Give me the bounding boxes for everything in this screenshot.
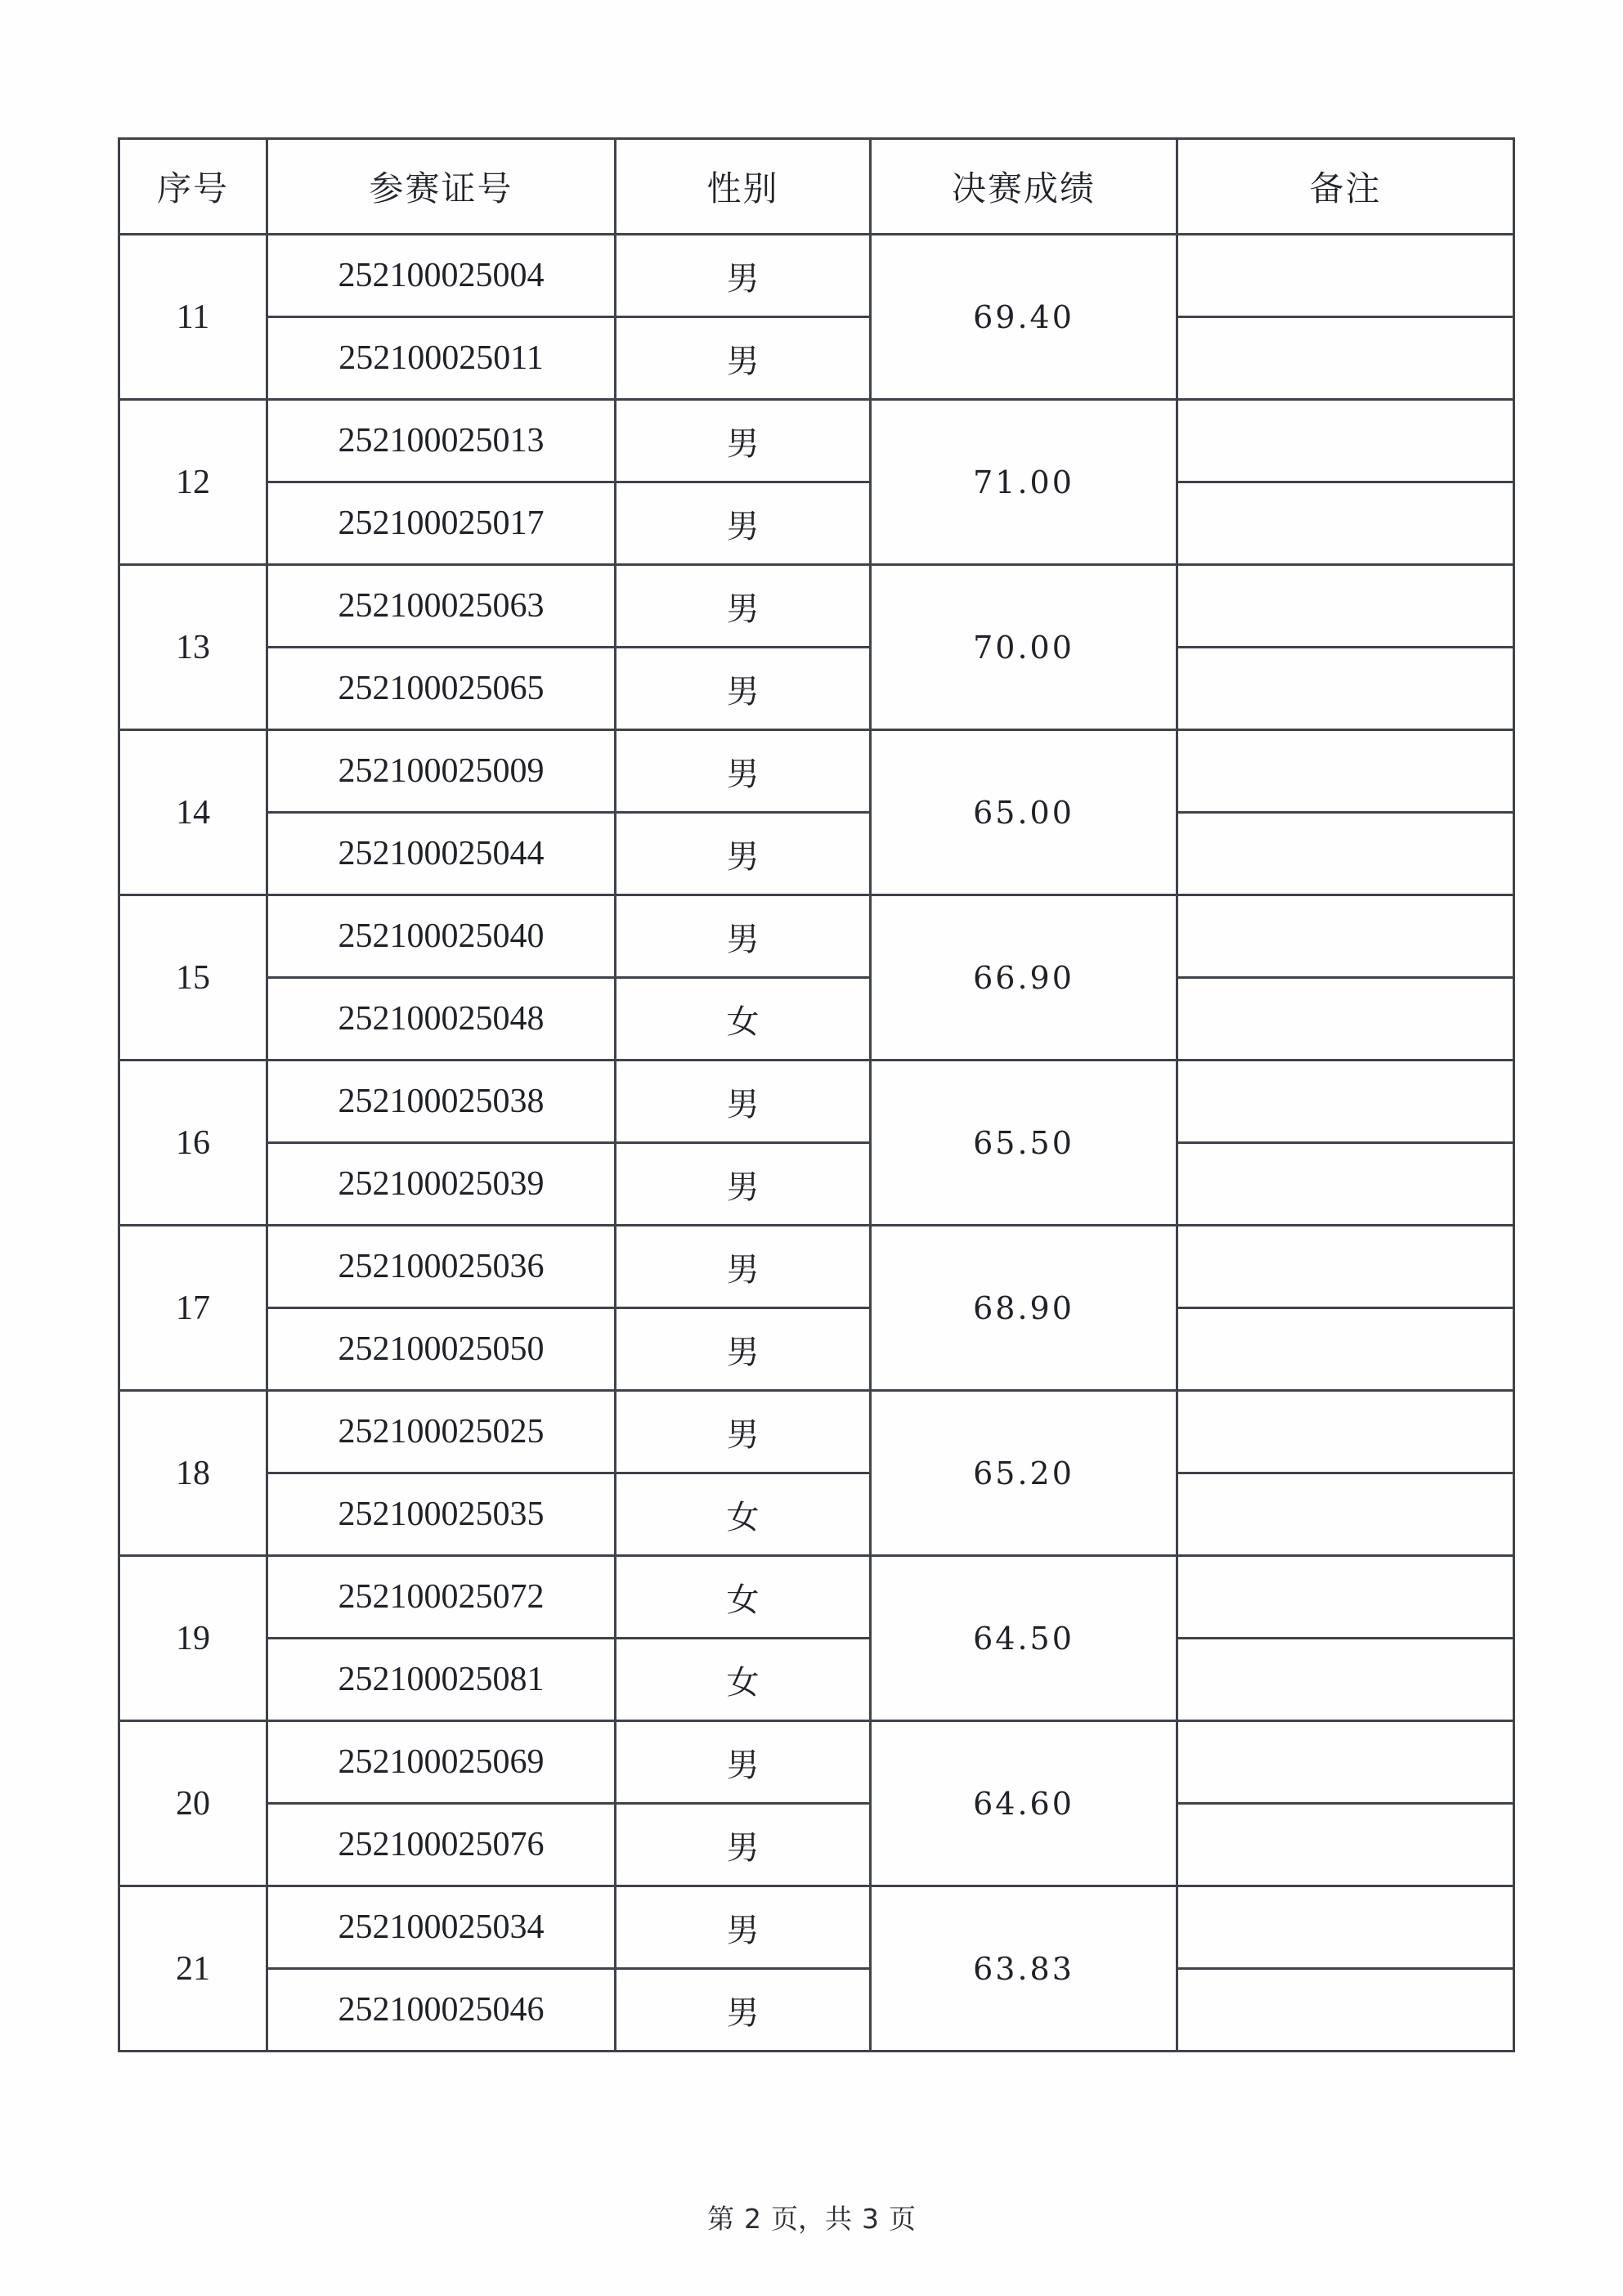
remark-cell: [1177, 1556, 1514, 1639]
id-cell: 252100025040: [267, 895, 616, 978]
gender-cell: 男: [616, 1721, 871, 1804]
score-cell: 68.90: [871, 1226, 1177, 1391]
table-row: [119, 400, 1514, 482]
id-cell: 252100025017: [267, 482, 616, 565]
table-row: [119, 1969, 1514, 2052]
table-row: [119, 1226, 1514, 1308]
gender-cell: 女: [616, 1639, 871, 1721]
gender-cell: 男: [616, 1226, 871, 1308]
id-cell: 252100025046: [267, 1969, 616, 2052]
id-cell: 252100025013: [267, 400, 616, 482]
header-remark: 备注: [1177, 139, 1514, 235]
seq-cell: 16: [119, 1061, 267, 1226]
id-cell: 252100025072: [267, 1556, 616, 1639]
gender-cell: 男: [616, 1886, 871, 1969]
remark-cell: [1177, 1886, 1514, 1969]
gender-cell: 男: [616, 1969, 871, 2052]
gender-cell: 男: [616, 730, 871, 813]
remark-cell: [1177, 565, 1514, 648]
gender-cell: 男: [616, 1804, 871, 1886]
table-row: [119, 1804, 1514, 1886]
table-row: [119, 730, 1514, 813]
footer-suffix: 页: [889, 2203, 916, 2235]
remark-cell: [1177, 1639, 1514, 1721]
remark-cell: [1177, 235, 1514, 317]
table-row: [119, 978, 1514, 1061]
seq-cell: 12: [119, 400, 267, 565]
seq-cell: 13: [119, 565, 267, 730]
gender-cell: 男: [616, 317, 871, 400]
table-row: [119, 813, 1514, 895]
gender-cell: 男: [616, 565, 871, 648]
table-row: [119, 1473, 1514, 1556]
table-row: [119, 1391, 1514, 1473]
score-cell: 65.00: [871, 730, 1177, 895]
gender-cell: 男: [616, 648, 871, 730]
seq-cell: 17: [119, 1226, 267, 1391]
table-row: [119, 648, 1514, 730]
remark-cell: [1177, 1804, 1514, 1886]
table-row: [119, 482, 1514, 565]
score-cell: 65.50: [871, 1061, 1177, 1226]
total-pages-number: 3: [862, 2203, 879, 2235]
table-row: [119, 1556, 1514, 1639]
seq-cell: 19: [119, 1556, 267, 1721]
id-cell: 252100025036: [267, 1226, 616, 1308]
seq-cell: 15: [119, 895, 267, 1061]
id-cell: 252100025076: [267, 1804, 616, 1886]
gender-cell: 男: [616, 235, 871, 317]
gender-cell: 男: [616, 895, 871, 978]
id-cell: 252100025048: [267, 978, 616, 1061]
results-table: [118, 137, 1515, 2052]
header-score: 决赛成绩: [871, 139, 1177, 235]
id-cell: 252100025038: [267, 1061, 616, 1143]
id-cell: 252100025035: [267, 1473, 616, 1556]
remark-cell: [1177, 482, 1514, 565]
remark-cell: [1177, 1473, 1514, 1556]
table-row: [119, 565, 1514, 648]
score-cell: 66.90: [871, 895, 1177, 1061]
table-row: [119, 317, 1514, 400]
gender-cell: 男: [616, 1061, 871, 1143]
gender-cell: 女: [616, 1556, 871, 1639]
gender-cell: 女: [616, 1473, 871, 1556]
id-cell: 252100025034: [267, 1886, 616, 1969]
score-cell: 64.50: [871, 1556, 1177, 1721]
table-row: [119, 1721, 1514, 1804]
seq-cell: 18: [119, 1391, 267, 1556]
gender-cell: 男: [616, 400, 871, 482]
table-row: [119, 1143, 1514, 1226]
table-row: [119, 1061, 1514, 1143]
gender-cell: 男: [616, 1308, 871, 1391]
remark-cell: [1177, 730, 1514, 813]
current-page-number: 2: [744, 2203, 761, 2235]
remark-cell: [1177, 1143, 1514, 1226]
remark-cell: [1177, 1226, 1514, 1308]
remark-cell: [1177, 1721, 1514, 1804]
footer-middle: 页，共: [771, 2203, 852, 2235]
footer-prefix: 第: [707, 2203, 734, 2235]
remark-cell: [1177, 648, 1514, 730]
score-cell: 64.60: [871, 1721, 1177, 1886]
header-id: 参赛证号: [267, 139, 616, 235]
header-seq: 序号: [119, 139, 267, 235]
table-row: [119, 1639, 1514, 1721]
gender-cell: 女: [616, 978, 871, 1061]
table-row: [119, 1886, 1514, 1969]
remark-cell: [1177, 400, 1514, 482]
seq-cell: 14: [119, 730, 267, 895]
id-cell: 252100025069: [267, 1721, 616, 1804]
remark-cell: [1177, 895, 1514, 978]
remark-cell: [1177, 317, 1514, 400]
id-cell: 252100025063: [267, 565, 616, 648]
gender-cell: 男: [616, 1143, 871, 1226]
score-cell: 65.20: [871, 1391, 1177, 1556]
score-cell: 70.00: [871, 565, 1177, 730]
table-body: [119, 235, 1514, 2052]
id-cell: 252100025004: [267, 235, 616, 317]
table-row: [119, 1308, 1514, 1391]
score-cell: 69.40: [871, 235, 1177, 400]
gender-cell: 男: [616, 813, 871, 895]
gender-cell: 男: [616, 1391, 871, 1473]
score-cell: 71.00: [871, 400, 1177, 565]
id-cell: 252100025025: [267, 1391, 616, 1473]
id-cell: 252100025039: [267, 1143, 616, 1226]
id-cell: 252100025011: [267, 317, 616, 400]
table-header-row: [119, 139, 1514, 235]
seq-cell: 21: [119, 1886, 267, 2052]
page-footer: [0, 2198, 1623, 2236]
seq-cell: 11: [119, 235, 267, 400]
gender-cell: 男: [616, 482, 871, 565]
id-cell: 252100025065: [267, 648, 616, 730]
id-cell: 252100025081: [267, 1639, 616, 1721]
remark-cell: [1177, 813, 1514, 895]
id-cell: 252100025050: [267, 1308, 616, 1391]
remark-cell: [1177, 1391, 1514, 1473]
score-cell: 63.83: [871, 1886, 1177, 2052]
remark-cell: [1177, 978, 1514, 1061]
id-cell: 252100025009: [267, 730, 616, 813]
id-cell: 252100025044: [267, 813, 616, 895]
remark-cell: [1177, 1308, 1514, 1391]
table-row: [119, 895, 1514, 978]
remark-cell: [1177, 1969, 1514, 2052]
header-gender: 性别: [616, 139, 871, 235]
remark-cell: [1177, 1061, 1514, 1143]
table-row: [119, 235, 1514, 317]
seq-cell: 20: [119, 1721, 267, 1886]
